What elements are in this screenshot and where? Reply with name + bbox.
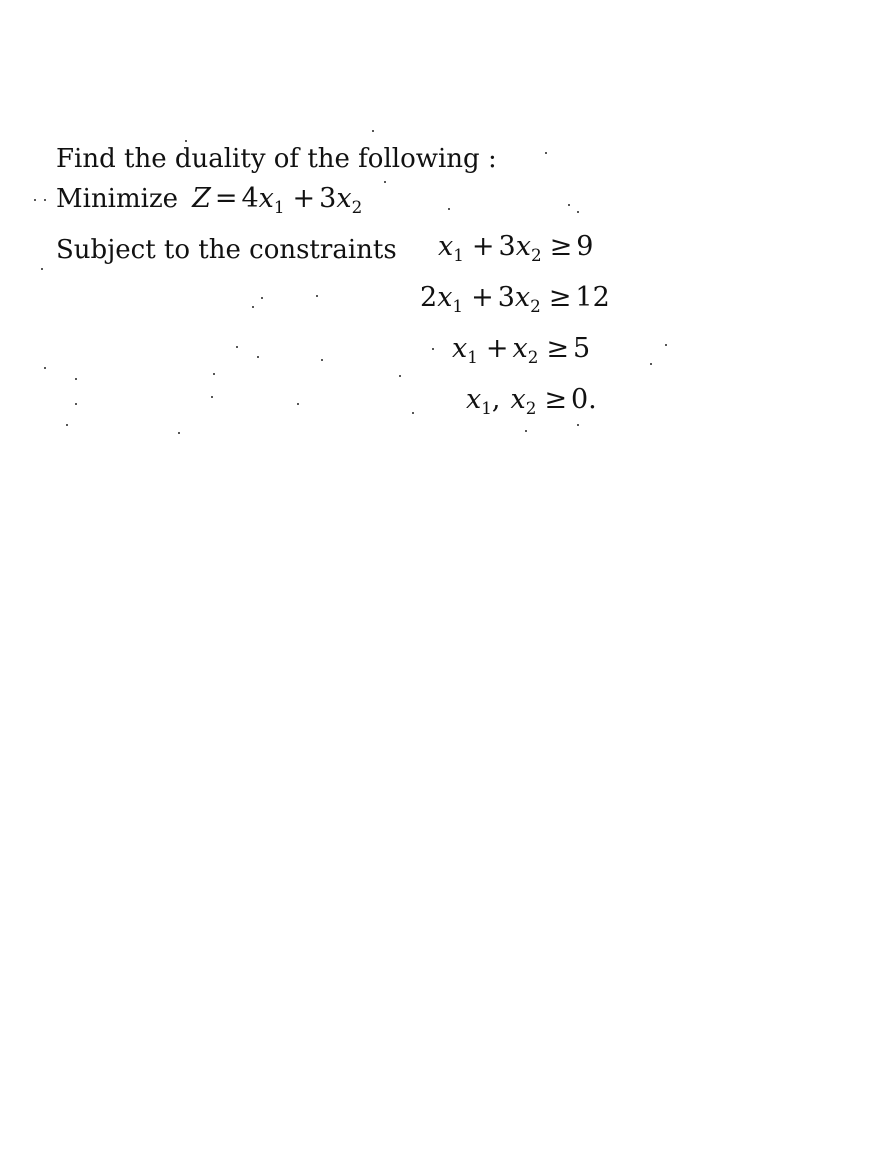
objective-expression: $Z = 4x_1 + 3x_2$ [192,183,363,217]
objective-line [56,183,362,215]
constraint-row-3: $x_1 + x_2 \ge 5$ [452,333,591,367]
constraints-label: Subject to the constraints [56,235,397,265]
problem-heading: Find the duality of the following : [56,144,497,174]
objective-label: Minimize [56,184,179,214]
constraint-row-1: $x_1 + 3x_2 \ge 9$ [438,231,594,265]
constraint-row-2: $2x_1 + 3x_2 \ge 12$ [420,282,610,316]
nonnegativity-row: $x_1$, $x_2 \ge 0$. [466,384,597,418]
